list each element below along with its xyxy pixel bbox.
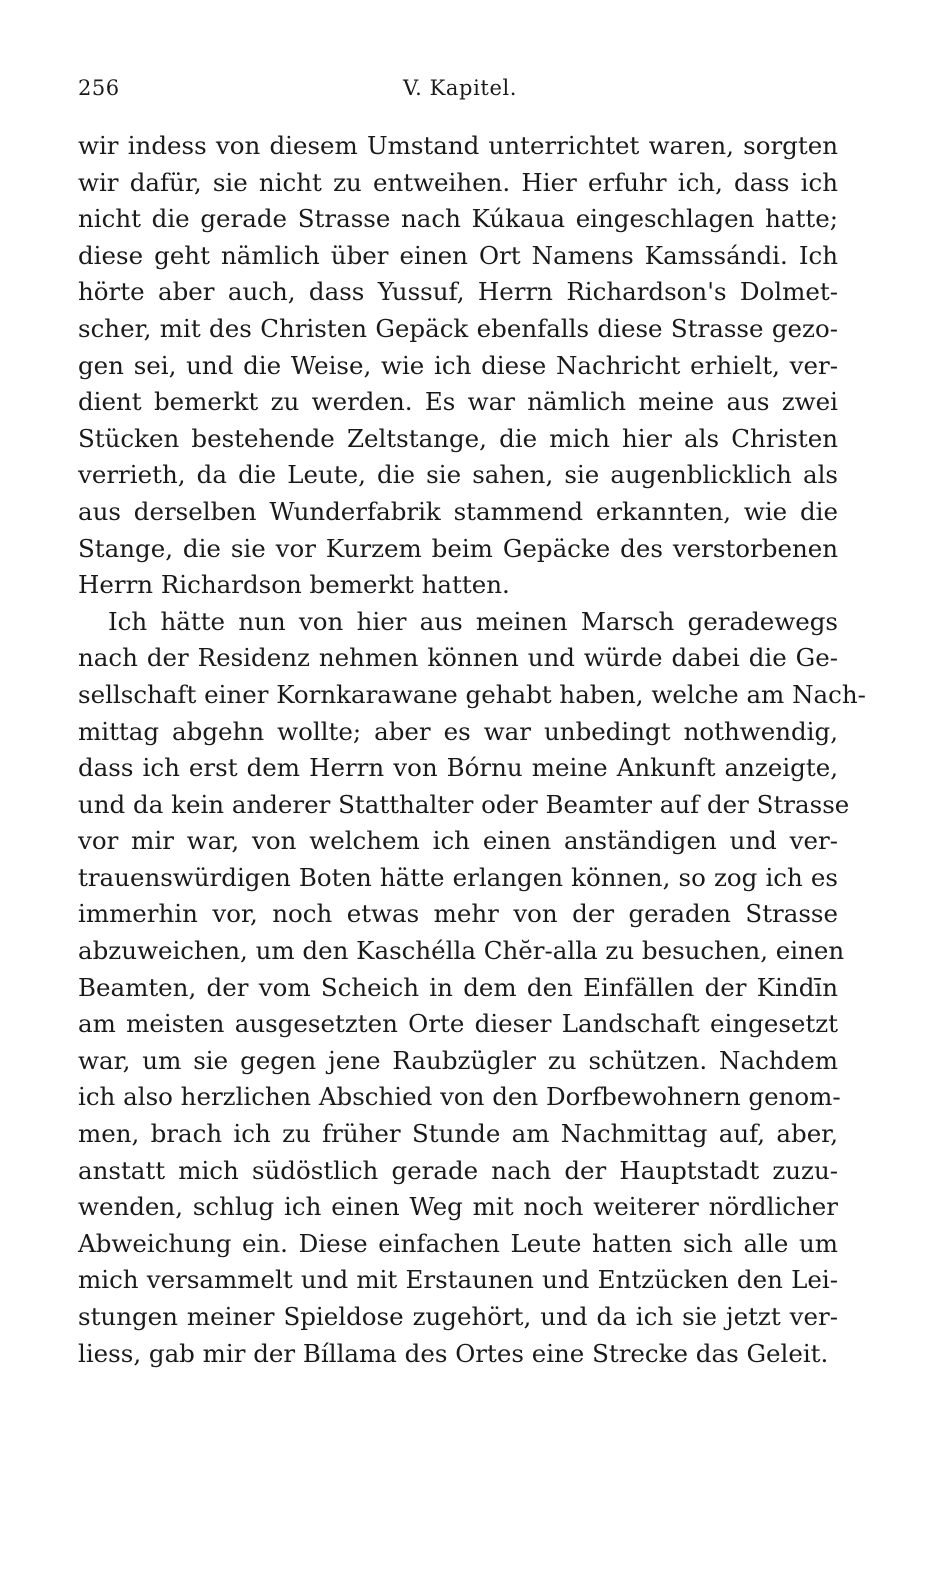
body-text — [78, 128, 866, 1372]
page-number: 256 — [78, 76, 120, 100]
text-line: Herrn Richardson bemerkt hatten. — [78, 570, 510, 600]
text-line: aus derselben Wunderfabrik stammend erkannten, wie die — [78, 496, 838, 526]
text-line: wir indess von diesem Umstand unterrichtet waren, sorgten — [78, 131, 838, 160]
page-header — [78, 76, 838, 110]
text-line: liess, gab mir der Bíllama des Ortes eine Strecke das Geleit. — [78, 1338, 829, 1368]
text-line: dass ich erst dem Herrn von Bórnu meine Ankunft anzeigte, — [78, 753, 838, 783]
text-line: verrieth, da die Leute, die sie sahen, sie augenblicklich als — [78, 460, 838, 490]
text-line: hörte aber auch, dass Yussuf, Herrn Richardson's Dolmet- — [78, 277, 838, 307]
text-line: wenden, schlug ich einen Weg mit noch weiterer nördlicher — [78, 1192, 838, 1222]
text-line: dient bemerkt zu werden. Es war nämlich meine aus zwei — [78, 387, 838, 417]
text-line: Ich hätte nun von hier aus meinen Marsch geradewegs — [108, 606, 838, 636]
text-line: Beamten, der vom Scheich in dem den Einfällen der Kindīn — [78, 972, 838, 1002]
running-head: V. Kapitel. — [403, 76, 518, 100]
text-line: stungen meiner Spieldose zugehört, und da ich sie jetzt ver- — [78, 1302, 838, 1331]
text-line: trauenswürdigen Boten hätte erlangen können, so zog ich es — [78, 862, 838, 892]
text-line: nicht die gerade Strasse nach Kúkaua eingeschlagen hatte; — [78, 204, 838, 234]
paragraph-2 — [78, 604, 866, 1372]
text-line: mich versammelt und mit Erstaunen und Entzücken den Lei- — [78, 1265, 838, 1295]
text-line: am meisten ausgesetzten Orte dieser Landschaft eingesetzt — [78, 1009, 838, 1039]
text-line: nach der Residenz nehmen können und würde dabei die Ge- — [78, 643, 838, 673]
text-line: Stücken bestehende Zeltstange, die mich hier als Christen — [78, 423, 838, 453]
text-line: war, um sie gegen jene Raubzügler zu schützen. Nachdem — [78, 1045, 838, 1075]
text-line: Abweichung ein. Diese einfachen Leute hatten sich alle um — [78, 1228, 838, 1258]
text-line: und da kein anderer Statthalter oder Beamter auf der Strasse — [78, 789, 850, 819]
text-line: Stange, die sie vor Kurzem beim Gepäcke des verstorbenen — [78, 533, 838, 563]
text-line: ich also herzlichen Abschied von den Dorfbewohnern genom- — [78, 1082, 841, 1112]
text-line: mittag abgehn wollte; aber es war unbedingt nothwendig, — [78, 716, 838, 746]
text-line: abzuweichen, um den Kaschélla Chĕr-alla zu besuchen, einen — [78, 936, 845, 966]
text-line: wir dafür, sie nicht zu entweihen. Hier erfuhr ich, dass ich — [78, 167, 838, 197]
text-line: immerhin vor, noch etwas mehr von der geraden Strasse — [78, 899, 838, 929]
text-line: vor mir war, von welchem ich einen anständigen und ver- — [78, 826, 838, 856]
text-line: scher, mit des Christen Gepäck ebenfalls diese Strasse gezo- — [78, 313, 838, 343]
paragraph-1 — [78, 128, 838, 604]
text-line: anstatt mich südöstlich gerade nach der Hauptstadt zuzu- — [78, 1155, 838, 1185]
text-line: men, brach ich zu früher Stunde am Nachmittag auf, aber, — [78, 1119, 838, 1149]
text-line: diese geht nämlich über einen Ort Namens Kamssándi. Ich — [78, 240, 838, 270]
text-line: sellschaft einer Kornkarawane gehabt haben, welche am Nach- — [78, 679, 866, 709]
text-line: gen sei, und die Weise, wie ich diese Nachricht erhielt, ver- — [78, 350, 838, 380]
